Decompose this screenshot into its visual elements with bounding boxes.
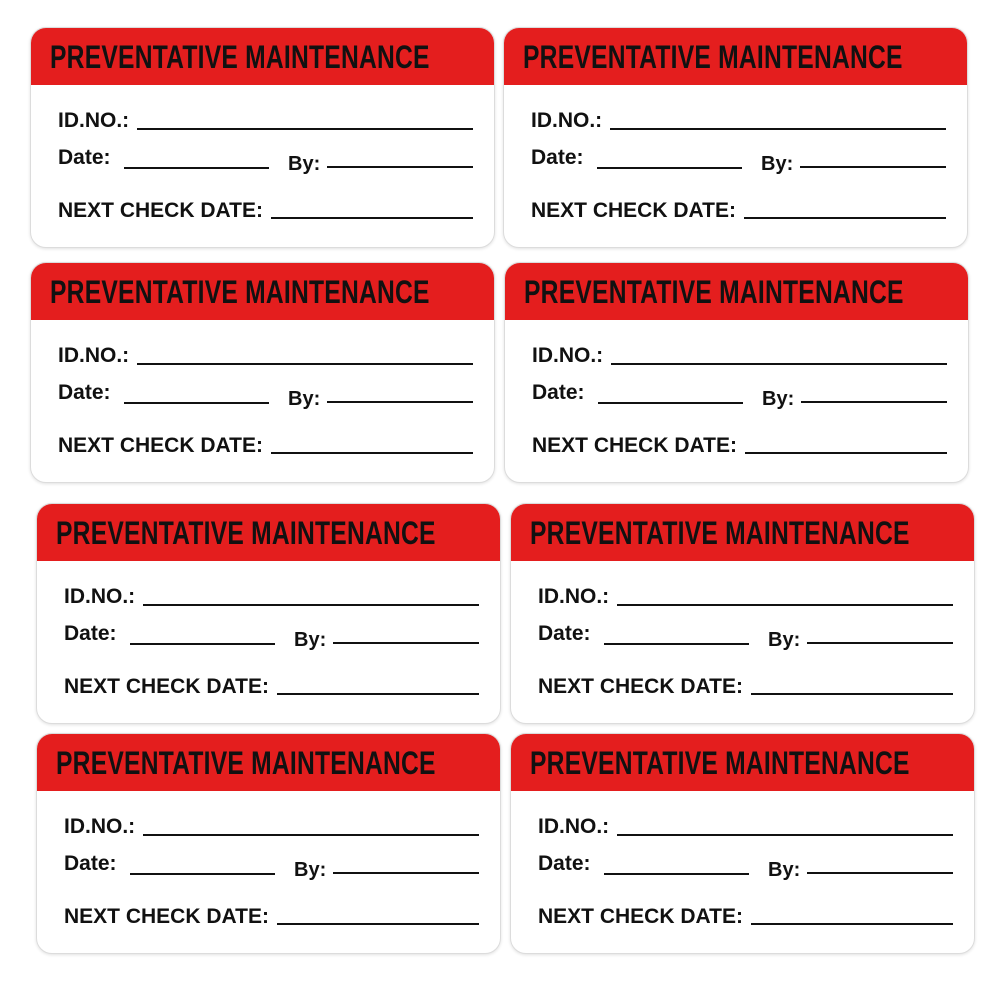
label-title: PREVENTATIVE MAINTENANCE	[50, 39, 430, 75]
next-check-date-line	[751, 693, 953, 695]
by-label: By:	[294, 859, 327, 881]
id-number-label: ID.NO.:	[532, 344, 604, 367]
next-check-date-label: NEXT CHECK DATE:	[64, 675, 269, 698]
maintenance-label	[503, 27, 968, 248]
by-line	[327, 401, 473, 403]
label-title: PREVENTATIVE MAINTENANCE	[50, 274, 430, 310]
date-label: Date:	[64, 852, 117, 875]
label-title: PREVENTATIVE MAINTENANCE	[530, 745, 910, 781]
by-line	[333, 872, 479, 874]
label-header	[511, 504, 974, 561]
label-header	[31, 263, 494, 320]
maintenance-label	[510, 733, 975, 954]
label-title: PREVENTATIVE MAINTENANCE	[523, 39, 903, 75]
maintenance-label	[36, 733, 501, 954]
id-number-label: ID.NO.:	[58, 344, 130, 367]
next-check-date-label: NEXT CHECK DATE:	[532, 434, 737, 457]
date-label: Date:	[64, 622, 117, 645]
id-number-line	[143, 604, 479, 606]
id-number-line	[137, 363, 473, 365]
label-header	[504, 28, 967, 85]
by-line	[801, 401, 947, 403]
id-number-line	[610, 128, 946, 130]
by-line	[333, 642, 479, 644]
label-header	[31, 28, 494, 85]
id-number-line	[617, 834, 953, 836]
id-number-label: ID.NO.:	[538, 815, 610, 838]
date-line	[604, 643, 749, 645]
id-number-label: ID.NO.:	[64, 585, 136, 608]
date-line	[124, 167, 269, 169]
next-check-date-label: NEXT CHECK DATE:	[531, 199, 736, 222]
maintenance-label	[30, 27, 495, 248]
label-title: PREVENTATIVE MAINTENANCE	[530, 515, 910, 551]
next-check-date-line	[751, 923, 953, 925]
label-header	[37, 504, 500, 561]
date-line	[597, 167, 742, 169]
id-number-line	[611, 363, 947, 365]
date-label: Date:	[531, 146, 584, 169]
next-check-date-label: NEXT CHECK DATE:	[58, 199, 263, 222]
date-label: Date:	[58, 146, 111, 169]
label-title: PREVENTATIVE MAINTENANCE	[56, 745, 436, 781]
date-line	[598, 402, 743, 404]
by-line	[800, 166, 946, 168]
date-label: Date:	[58, 381, 111, 404]
next-check-date-line	[271, 452, 473, 454]
by-line	[807, 872, 953, 874]
by-label: By:	[761, 153, 794, 175]
next-check-date-line	[277, 693, 479, 695]
date-label: Date:	[538, 622, 591, 645]
by-line	[807, 642, 953, 644]
by-label: By:	[294, 629, 327, 651]
by-line	[327, 166, 473, 168]
date-label: Date:	[532, 381, 585, 404]
by-label: By:	[288, 388, 321, 410]
label-header	[505, 263, 968, 320]
id-number-label: ID.NO.:	[58, 109, 130, 132]
label-header	[37, 734, 500, 791]
maintenance-label	[36, 503, 501, 724]
next-check-date-label: NEXT CHECK DATE:	[538, 905, 743, 928]
label-header	[511, 734, 974, 791]
id-number-label: ID.NO.:	[64, 815, 136, 838]
next-check-date-line	[271, 217, 473, 219]
date-line	[130, 873, 275, 875]
next-check-date-label: NEXT CHECK DATE:	[538, 675, 743, 698]
next-check-date-label: NEXT CHECK DATE:	[64, 905, 269, 928]
next-check-date-line	[745, 452, 947, 454]
id-number-label: ID.NO.:	[531, 109, 603, 132]
by-label: By:	[768, 859, 801, 881]
id-number-line	[617, 604, 953, 606]
label-title: PREVENTATIVE MAINTENANCE	[56, 515, 436, 551]
maintenance-label	[30, 262, 495, 483]
date-label: Date:	[538, 852, 591, 875]
date-line	[124, 402, 269, 404]
id-number-line	[137, 128, 473, 130]
id-number-line	[143, 834, 479, 836]
maintenance-label	[504, 262, 969, 483]
maintenance-label	[510, 503, 975, 724]
id-number-label: ID.NO.:	[538, 585, 610, 608]
by-label: By:	[762, 388, 795, 410]
date-line	[130, 643, 275, 645]
next-check-date-line	[277, 923, 479, 925]
next-check-date-line	[744, 217, 946, 219]
by-label: By:	[768, 629, 801, 651]
label-title: PREVENTATIVE MAINTENANCE	[524, 274, 904, 310]
by-label: By:	[288, 153, 321, 175]
next-check-date-label: NEXT CHECK DATE:	[58, 434, 263, 457]
date-line	[604, 873, 749, 875]
